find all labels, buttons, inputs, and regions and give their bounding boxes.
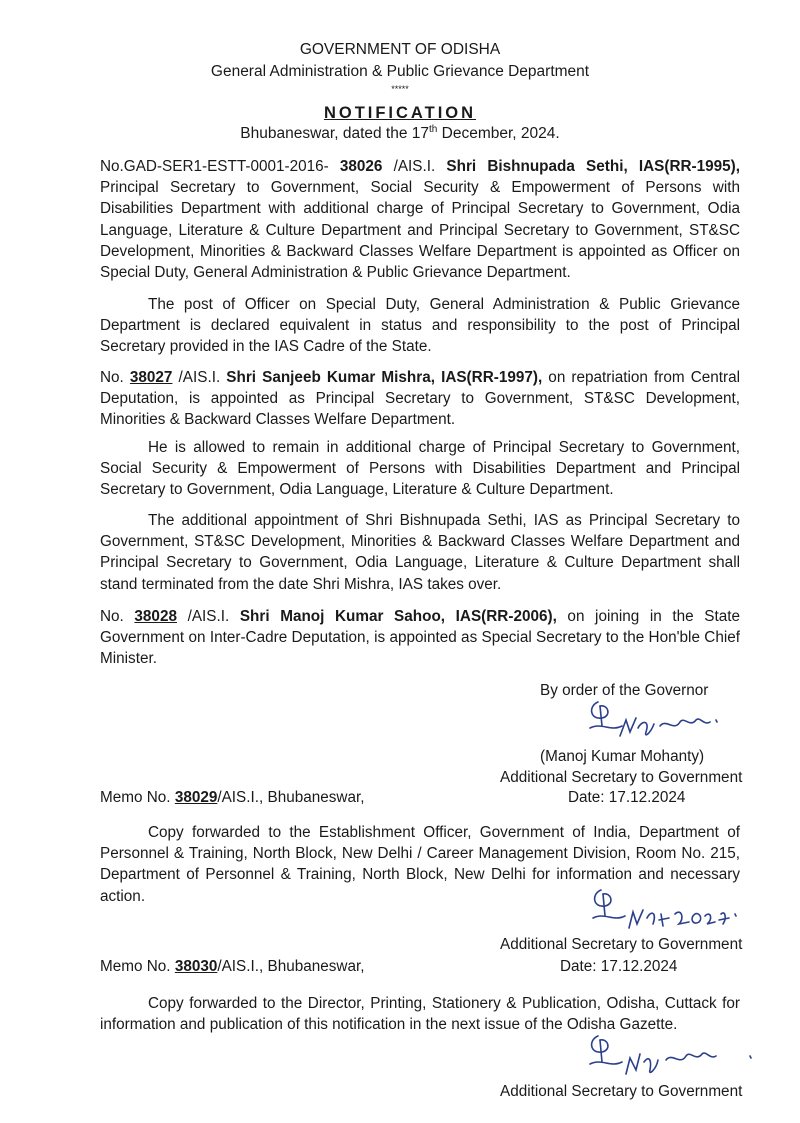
memo-number-2: 38030 <box>174 958 218 975</box>
memo-2-designation: Additional Secretary to Government <box>500 1083 743 1100</box>
paragraph-3: No. 38027 /AIS.I. Shri Sanjeeb Kumar Mishra, IAS(RR-1997), on repatriation from Central Deputation, is appointed as Principal Secretary to Government, ST&SC Development, Minorities & Backward Classes Welfare Department. <box>100 369 741 429</box>
paragraph-2: The post of Officer on Special Duty, General Administration & Public Grievance Department is declared equivalent in status and responsibility to the post of Principal Secretary provided in the IAS Cadre of the State. <box>100 296 740 356</box>
memo-2-text: Copy forwarded to the Director, Printing, Stationery & Publication, Odisha, Cuttack for information and publication of this notification in the next issue of the Odisha Gazette. <box>100 995 740 1034</box>
officer-name-2: Shri Sanjeeb Kumar Mishra, IAS(RR-1997), <box>226 369 543 386</box>
by-order-line: By order of the Governor <box>540 682 709 699</box>
dateline: Bhubaneswar, dated the 17th December, 2024. <box>240 124 560 143</box>
memo-2-date: Date: 17.12.2024 <box>560 958 678 975</box>
department-name: General Administration & Public Grievance Department <box>210 63 590 80</box>
signature-2 <box>585 884 765 941</box>
notification-number-1: 38026 <box>339 158 383 175</box>
paragraph-4: He is allowed to remain in additional charge of Principal Secretary to Government, Social Security & Empowerment of Persons with Disabilities Department and Principal Secretary to Government, Odia Language, Literature & Culture Department. <box>100 439 740 499</box>
memo-1-date: Date: 17.12.2024 <box>568 789 686 806</box>
page-title: NOTIFICATION <box>323 104 477 122</box>
memo-1-designation: Additional Secretary to Government <box>500 936 743 953</box>
paragraph-6: No. 38028 /AIS.I. Shri Manoj Kumar Sahoo, IAS(RR-2006), on joining in the State Government on Inter-Cadre Deputation, is appointed as Special Secretary to the Hon'ble Chief Minister. <box>100 608 740 668</box>
memo-1-line: Memo No. 38029/AIS.I., Bhubaneswar, <box>100 789 365 806</box>
paragraph-5: The additional appointment of Shri Bishnupada Sethi, IAS as Principal Secretary to Government, ST&SC Development, Minorities & Backward Classes Welfare Department and Principal Secretary to Government, Odia Language, Literature & Culture Department shall stand terminated from the date Shri Mishra, IAS takes over. <box>100 512 740 593</box>
signature-1 <box>580 698 760 751</box>
memo-1-text: Copy forwarded to the Establishment Officer, Government of India, Department of Personnel & Training, North Block, New Delhi / Career Management Division, Room No. 215, Department of Personnel & Training, North Block, New Delhi for information and necessary action. <box>100 824 740 905</box>
notification-number-3: 38028 <box>134 608 177 625</box>
paragraph-1: No.GAD-SER1-ESTT-0001-2016- 38026 /AIS.I. Shri Bishnupada Sethi, IAS(RR-1995), Principal Secretary to Government, Social Security & Empowerment of Persons with Disabilities Department with additional charge of Principal Secretary to Government, Odia Language, Literature & Culture Department and Principal Secretary to Government, ST&SC Development, Minorities & Backward Classes Welfare Department is appointed as Officer on Special Duty, General Administration & Public Grievance Department. <box>100 158 741 282</box>
stars-divider: ***** <box>391 84 409 94</box>
officer-name-1: Shri Bishnupada Sethi, IAS(RR-1995), <box>446 158 741 175</box>
notification-number-2: 38027 <box>129 369 173 386</box>
government-name: GOVERNMENT OF ODISHA <box>299 41 501 58</box>
signatory-designation: Additional Secretary to Government <box>500 769 743 786</box>
memo-number-1: 38029 <box>174 789 218 806</box>
officer-name-3: Shri Manoj Kumar Sahoo, IAS(RR-2006), <box>239 608 557 625</box>
signatory-name: (Manoj Kumar Mohanty) <box>540 748 705 765</box>
memo-2-line: Memo No. 38030/AIS.I., Bhubaneswar, <box>100 958 365 975</box>
